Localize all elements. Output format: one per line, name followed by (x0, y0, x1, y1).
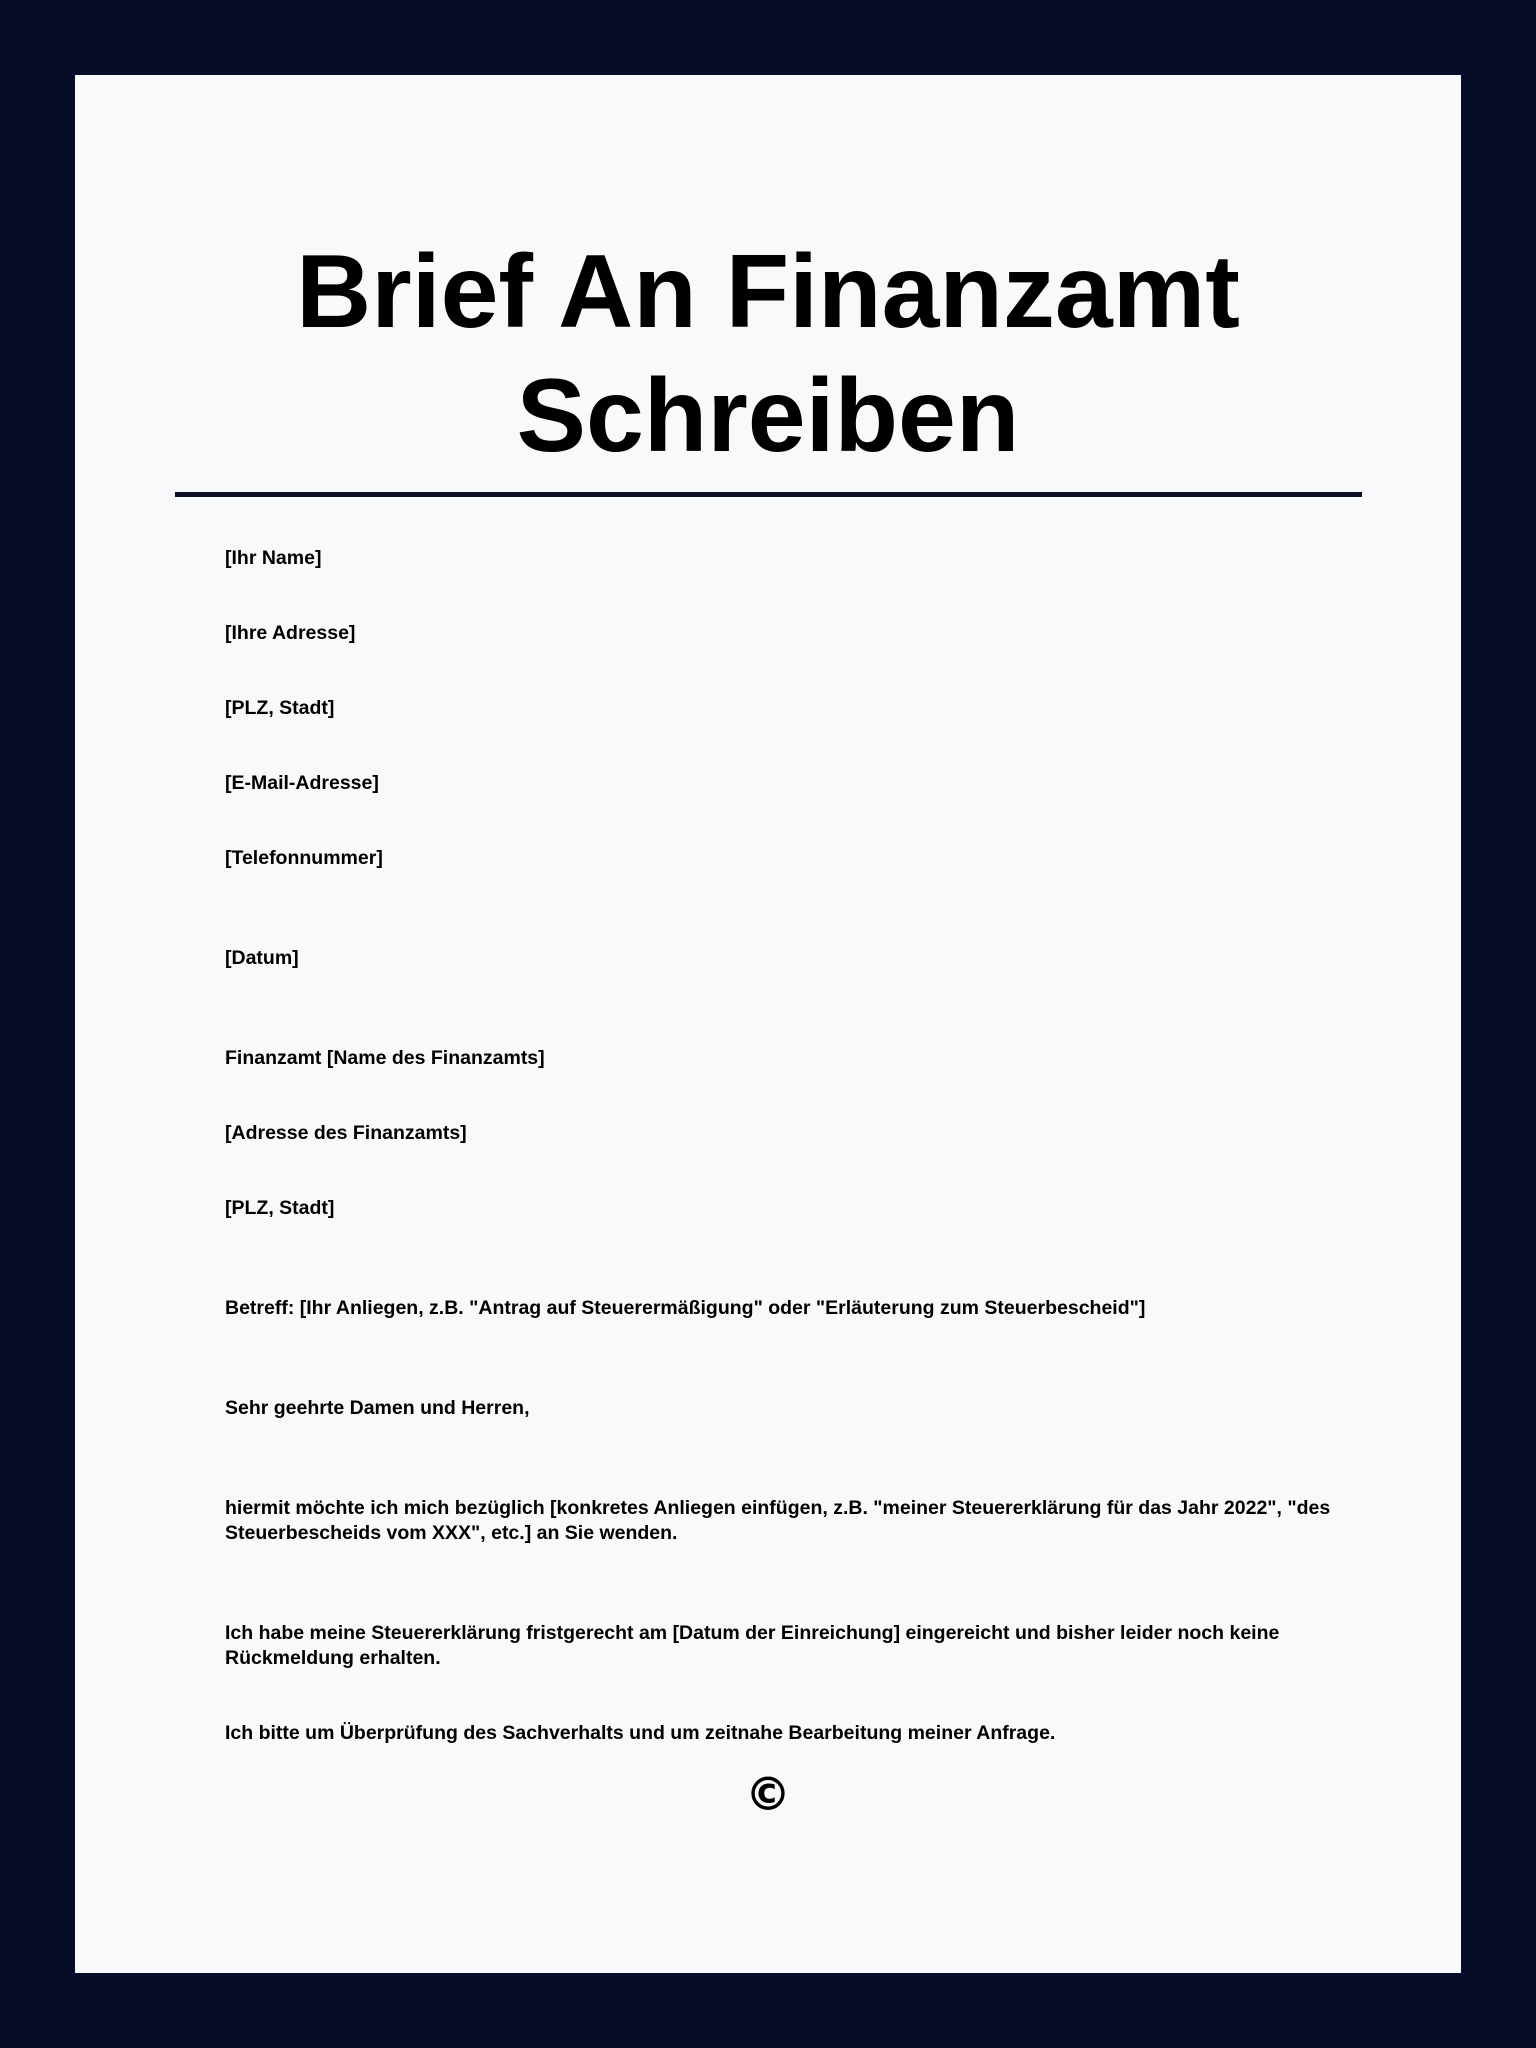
copyright-icon: © (745, 1767, 791, 1821)
recipient-city: [PLZ, Stadt] (225, 1197, 335, 1219)
sender-phone: [Telefonnummer] (225, 847, 383, 869)
letter-subject: Betreff: [Ihr Anliegen, z.B. "Antrag auf Steuerermäßigung" oder "Erläuterung zum Steuerbescheid"] (225, 1297, 1146, 1319)
letter-page (75, 75, 1461, 1973)
letter-paragraph: Ich habe meine Steuererklärung fristgerecht am [Datum der Einreichung] eingereicht und bisher leider noch keine Rückmeldung erhalten. (225, 1622, 1280, 1669)
recipient-address: [Adresse des Finanzamts] (225, 1122, 467, 1144)
sender-city: [PLZ, Stadt] (225, 697, 335, 719)
letter-salutation: Sehr geehrte Damen und Herren, (225, 1397, 530, 1419)
sender-email: [E-Mail-Adresse] (225, 772, 379, 794)
letter-date: [Datum] (225, 947, 299, 969)
letter-paragraph: hiermit möchte ich mich bezüglich [konkretes Anliegen einfügen, z.B. "meiner Steuererklärung für das Jahr 2022", "des Steuerbescheids vom XXX", etc.] an Sie wenden. (225, 1497, 1331, 1544)
page-title: Brief An Finanzamt Schreiben (296, 234, 1240, 474)
recipient-name: Finanzamt [Name des Finanzamts] (225, 1047, 545, 1069)
letter-paragraph: Ich bitte um Überprüfung des Sachverhalts und um zeitnahe Bearbeitung meiner Anfrage. (225, 1722, 1056, 1744)
sender-name: [Ihr Name] (225, 547, 322, 569)
title-divider (175, 492, 1362, 497)
sender-address: [Ihre Adresse] (225, 622, 356, 644)
